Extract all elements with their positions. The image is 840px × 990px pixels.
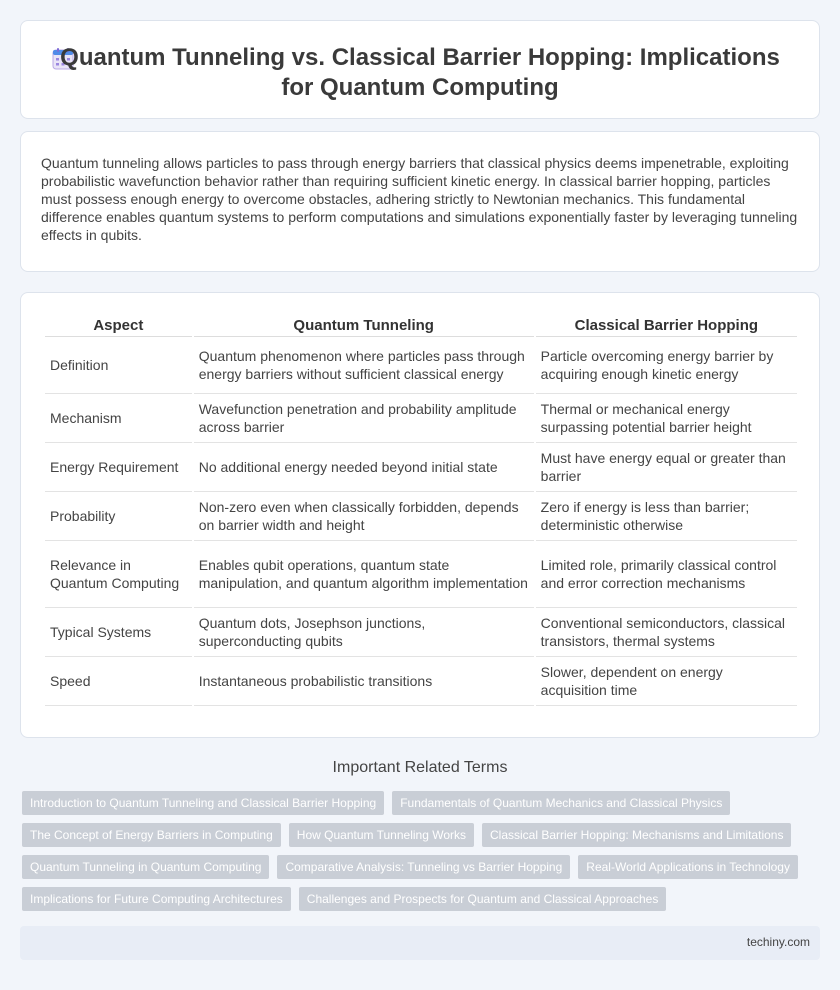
column-header-quantum-tunneling: Quantum Tunneling <box>194 315 534 337</box>
title-card <box>20 20 820 119</box>
intro-paragraph: Quantum tunneling allows particles to pass through energy barriers that classical physics deems impenetrable, exploiting probabilistic wavefunction behavior rather than requiring sufficient kinetic energy. In classical barrier hopping, particles must possess enough energy to overcome obstacles, adhering strictly to Newtonian mechanics. This fundamental difference enables quantum systems to perform computations and simulations exponentially faster by leveraging tunneling effects in qubits. <box>41 155 798 243</box>
related-term-tag[interactable]: Comparative Analysis: Tunneling vs Barrier Hopping <box>277 855 570 879</box>
intro-card <box>20 131 820 272</box>
row-aspect-cell: Definition <box>45 337 192 394</box>
row-aspect-cell: Mechanism <box>45 394 192 443</box>
row-quantum-cell: Wavefunction penetration and probability amplitude across barrier <box>194 394 534 443</box>
table-header-row <box>45 315 797 337</box>
related-term-tag[interactable]: Introduction to Quantum Tunneling and Classical Barrier Hopping <box>22 791 384 815</box>
related-term-tag[interactable]: Real-World Applications in Technology <box>578 855 798 879</box>
row-quantum-cell: Quantum phenomenon where particles pass through energy barriers without sufficient classical energy <box>194 337 534 394</box>
row-quantum-cell: Quantum dots, Josephson junctions, superconducting qubits <box>194 608 534 657</box>
row-classical-cell: Slower, dependent on energy acquisition time <box>536 657 797 706</box>
row-classical-cell: Must have energy equal or greater than barrier <box>536 443 797 492</box>
footer-site-link[interactable]: techiny.com <box>746 935 810 949</box>
page-title: Quantum Tunneling vs. Classical Barrier Hopping: Implications for Quantum Computing <box>60 44 780 101</box>
related-terms-list <box>22 791 812 911</box>
row-classical-cell: Thermal or mechanical energy surpassing potential barrier height <box>536 394 797 443</box>
row-classical-cell: Particle overcoming energy barrier by acquiring enough kinetic energy <box>536 337 797 394</box>
column-header-classical-barrier-hopping: Classical Barrier Hopping <box>536 315 797 337</box>
footer <box>20 926 820 960</box>
comparison-table <box>43 315 799 706</box>
row-quantum-cell: Enables qubit operations, quantum state manipulation, and quantum algorithm implementation <box>194 541 534 608</box>
row-aspect-cell: Probability <box>45 492 192 541</box>
table-row <box>45 541 797 608</box>
related-terms-heading: Important Related Terms <box>332 759 508 776</box>
related-term-tag[interactable]: Challenges and Prospects for Quantum and Classical Approaches <box>299 887 667 911</box>
related-term-tag[interactable]: Fundamentals of Quantum Mechanics and Classical Physics <box>392 791 730 815</box>
row-aspect-cell: Relevance in Quantum Computing <box>45 541 192 608</box>
related-term-tag[interactable]: The Concept of Energy Barriers in Computing <box>22 823 281 847</box>
row-quantum-cell: No additional energy needed beyond initial state <box>194 443 534 492</box>
row-classical-cell: Limited role, primarily classical control and error correction mechanisms <box>536 541 797 608</box>
row-aspect-cell: Speed <box>45 657 192 706</box>
related-term-tag[interactable]: Implications for Future Computing Architectures <box>22 887 291 911</box>
related-term-tag[interactable]: Quantum Tunneling in Quantum Computing <box>22 855 269 879</box>
row-quantum-cell: Non-zero even when classically forbidden, depends on barrier width and height <box>194 492 534 541</box>
related-term-tag[interactable]: How Quantum Tunneling Works <box>289 823 474 847</box>
column-header-aspect: Aspect <box>45 315 192 337</box>
related-term-tag[interactable]: Classical Barrier Hopping: Mechanisms and Limitations <box>482 823 791 847</box>
table-row <box>45 492 797 541</box>
row-aspect-cell: Typical Systems <box>45 608 192 657</box>
row-classical-cell: Conventional semiconductors, classical transistors, thermal systems <box>536 608 797 657</box>
row-quantum-cell: Instantaneous probabilistic transitions <box>194 657 534 706</box>
table-row <box>45 337 797 394</box>
comparison-card <box>20 292 820 738</box>
table-row <box>45 657 797 706</box>
table-row <box>45 443 797 492</box>
table-row <box>45 608 797 657</box>
row-aspect-cell: Energy Requirement <box>45 443 192 492</box>
row-classical-cell: Zero if energy is less than barrier; deterministic otherwise <box>536 492 797 541</box>
table-row <box>45 394 797 443</box>
